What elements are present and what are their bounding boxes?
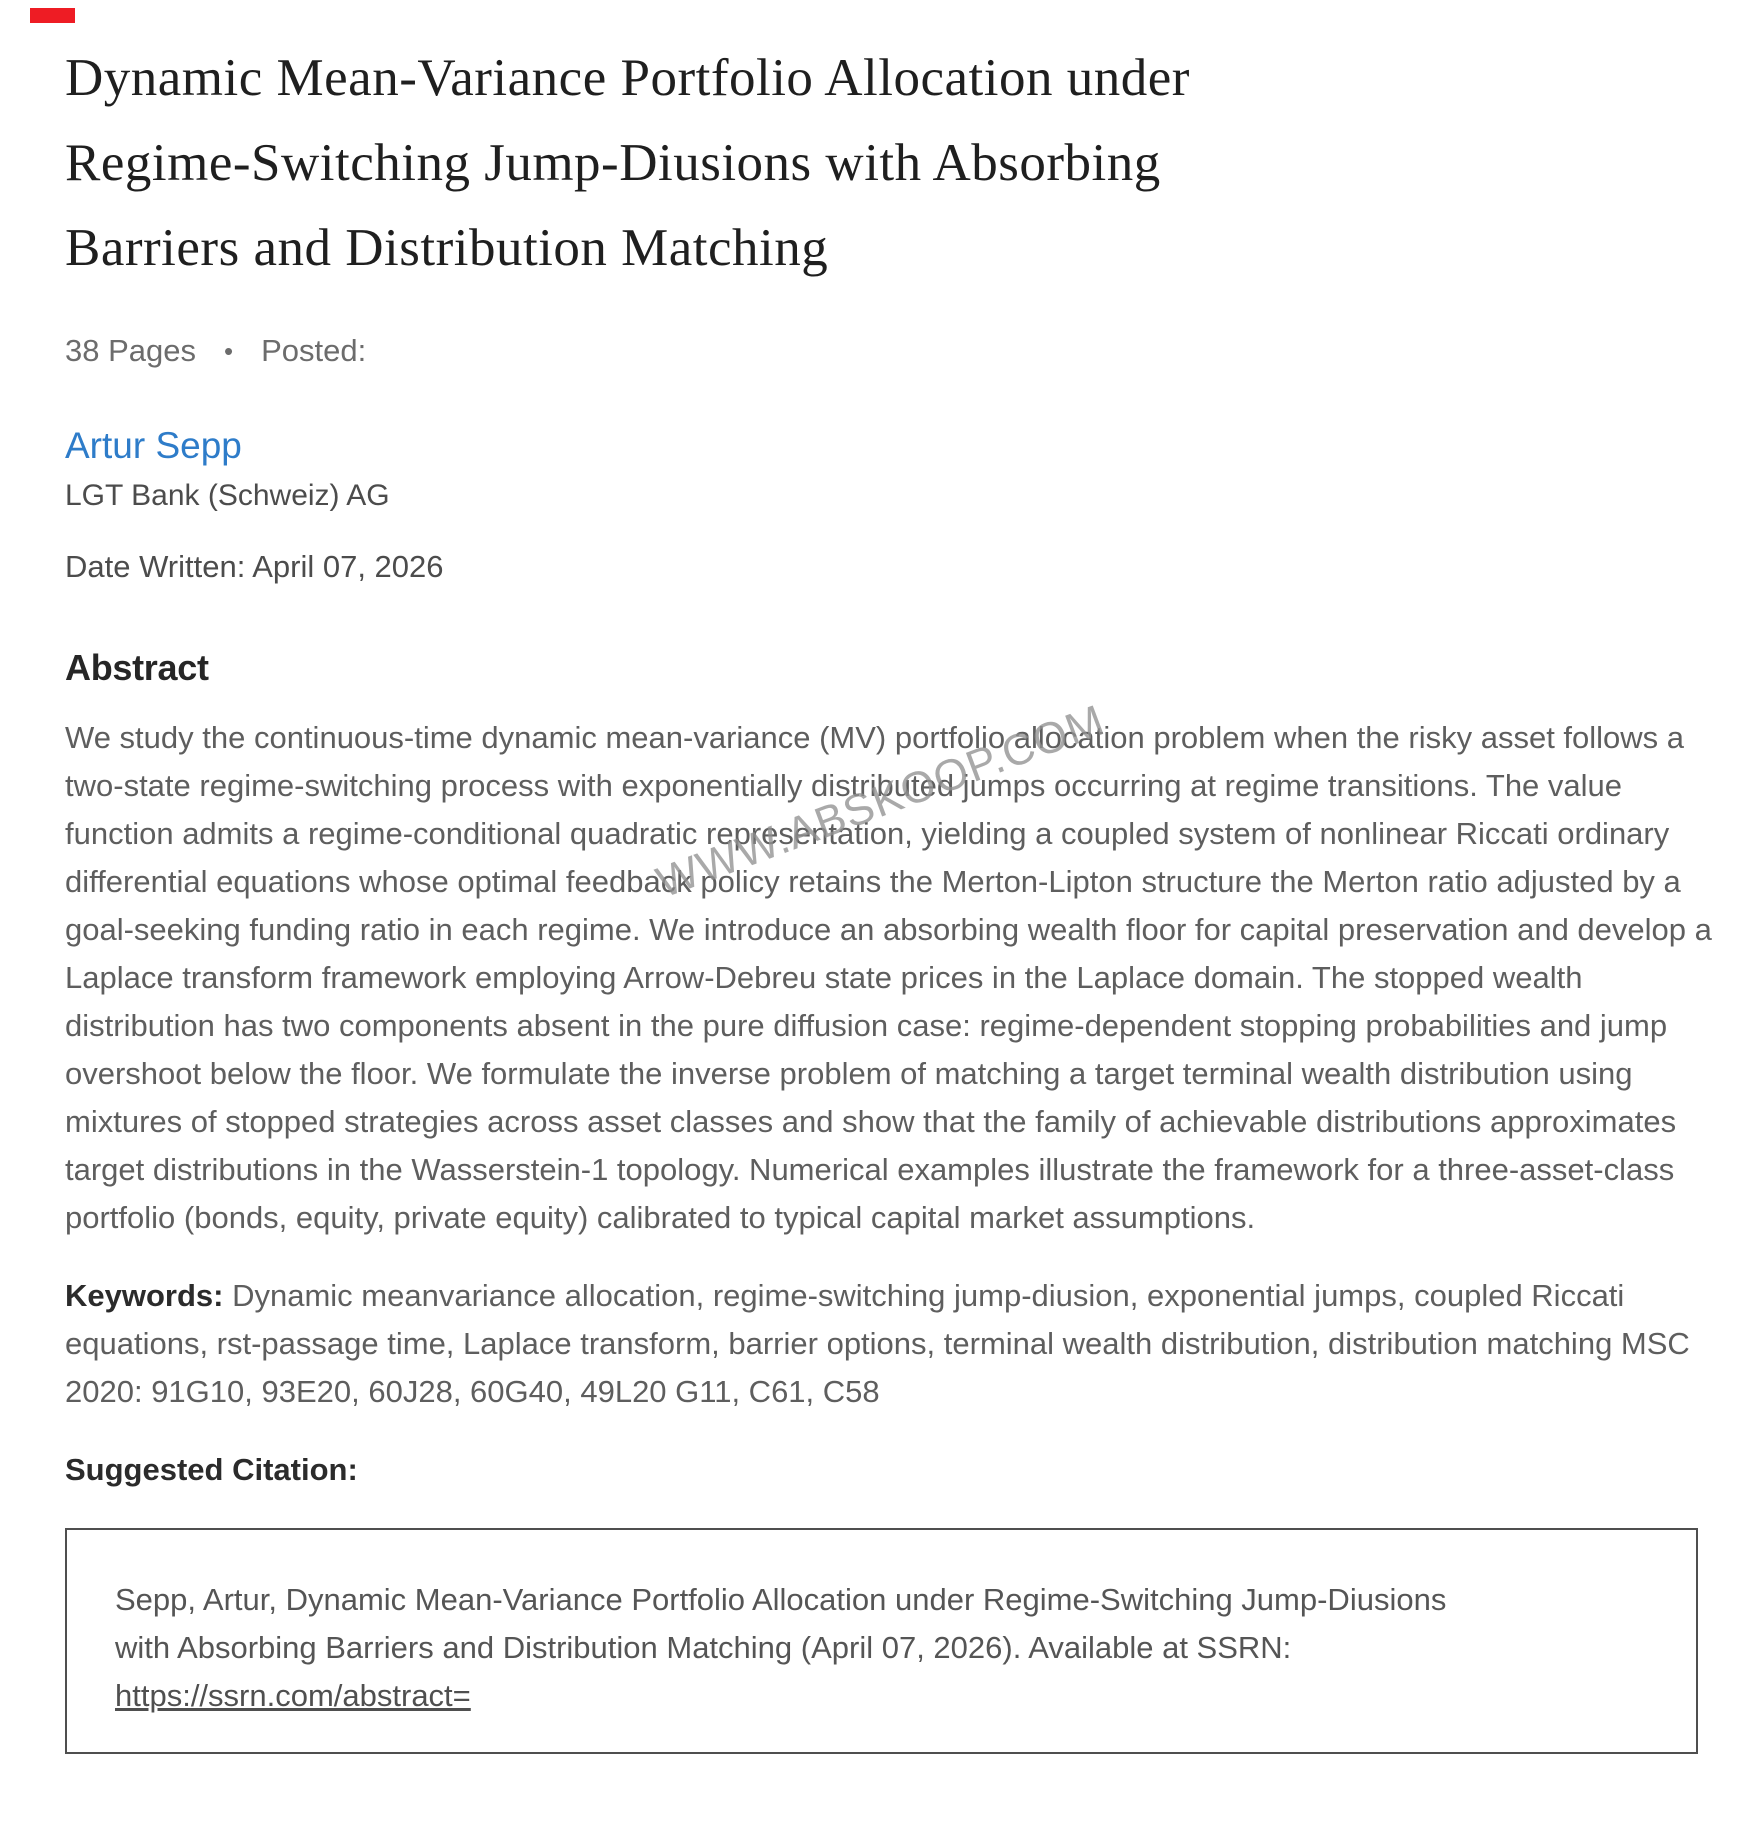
author-link[interactable]: Artur Sepp (65, 425, 242, 466)
date-written: Date Written: April 07, 2026 (65, 549, 444, 584)
citation-box (65, 1528, 1698, 1754)
author-affiliation: LGT Bank (Schweiz) AG (65, 479, 390, 512)
paper-meta-row (65, 333, 1700, 369)
abstract-heading: Abstract (65, 647, 209, 688)
suggested-citation-heading: Suggested Citation: (65, 1452, 358, 1487)
citation-line-1: Sepp, Artur, Dynamic Mean-Variance Portfolio Allocation under Regime-Switching Jump-Diusions (115, 1582, 1447, 1617)
keywords-text: Dynamic meanvariance allocation, regime-switching jump-diusion, exponential jumps, coupled Riccati equations, rst-passage time, Laplace transform, barrier options, terminal wealth distribution, distribution matching MSC 2020: 91G10, 93E20, 60J28, 60G40, 49L20 G11, C61, C58 (65, 1278, 1690, 1409)
page-count: 38 Pages (65, 333, 196, 368)
paper-title (65, 0, 1700, 291)
paper-title-line-1: Dynamic Mean-Variance Portfolio Allocation under (65, 49, 1190, 107)
citation-line-2: with Absorbing Barriers and Distribution Matching (April 07, 2026). Available at SSRN: (115, 1630, 1292, 1665)
posted-label: Posted: (261, 333, 367, 368)
red-marker (30, 8, 75, 23)
watermark: WWW.ABSKOOP.COM (650, 695, 1112, 908)
citation-link-line (115, 1672, 1648, 1720)
keywords-label: Keywords: (65, 1278, 224, 1313)
paper-title-line-2: Regime-Switching Jump-Diusions with Absorbing (65, 134, 1161, 192)
ssrn-abstract-link[interactable]: https://ssrn.com/abstract= (115, 1678, 471, 1713)
abstract-text: We study the continuous-time dynamic mean-variance (MV) portfolio allocation problem when the risky asset follows a two-state regime-switching process with exponentially distributed jumps occurring at regime transitions. The value function admits a regime-conditional quadratic representation, yielding a coupled system of nonlinear Riccati ordinary differential equations whose optimal feedback policy retains the Merton-Lipton structure the Merton ratio adjusted by a goal-seeking funding ratio in each regime. We introduce an absorbing wealth floor for capital preservation and develop a Laplace transform framework employing Arrow-Debreu state prices in the Laplace domain. The stopped wealth distribution has two components absent in the pure diffusion case: regime-dependent stopping probabilities and jump overshoot below the floor. We formulate the inverse problem of matching a target terminal wealth distribution using mixtures of stopped strategies across asset classes and show that the family of achievable distributions approximates target distributions in the Wasserstein-1 topology. Numerical examples illustrate the framework for a three-asset-class portfolio (bonds, equity, private equity) calibrated to typical capital market assumptions. (65, 720, 1712, 1235)
paper-title-line-3: Barriers and Distribution Matching (65, 219, 829, 277)
keywords-paragraph (65, 1272, 1715, 1416)
separator-dot-icon: • (224, 335, 234, 366)
